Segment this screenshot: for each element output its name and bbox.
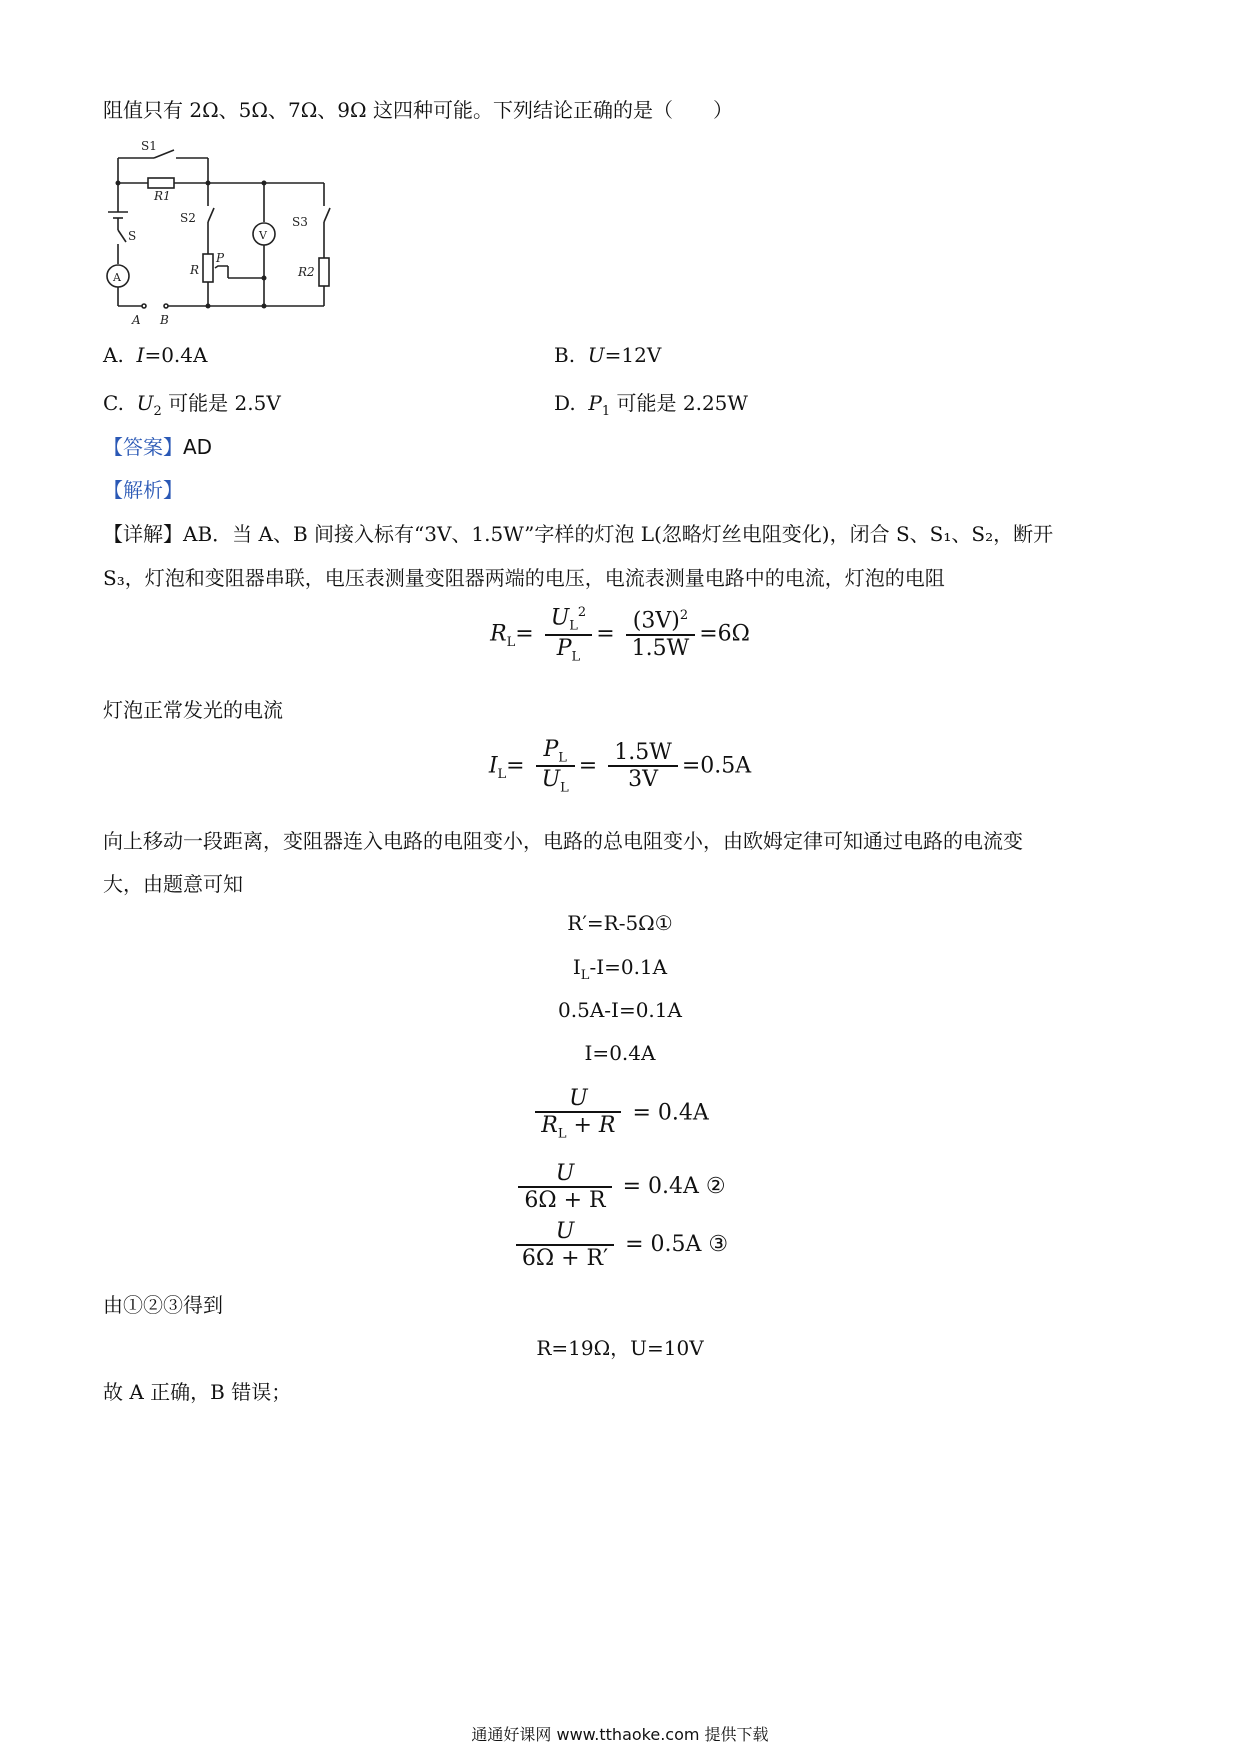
label-terminal-a: A bbox=[132, 313, 141, 327]
label-s3: S3 bbox=[292, 215, 308, 229]
label-v: V bbox=[259, 229, 267, 242]
answer-line: 【答案】AD bbox=[103, 435, 213, 459]
switch-s2 bbox=[208, 208, 214, 222]
option-c[interactable]: C. $U_2$ 可能是 2.5V bbox=[103, 391, 281, 419]
label-a: A bbox=[113, 271, 121, 284]
label-r: R bbox=[190, 263, 200, 277]
eq-line-3: 0.5A-I=0.1A bbox=[558, 998, 682, 1022]
switch-s bbox=[118, 230, 126, 242]
label-r2: R2 bbox=[298, 265, 315, 279]
resistor-r1 bbox=[148, 178, 174, 188]
label-r1: R1 bbox=[154, 189, 171, 203]
text-move-1: 向上移动一段距离，变阻器连入电路的电阻变小，电路的总电阻变小，由欧姆定律可知通过电路的电流变 bbox=[103, 829, 1023, 853]
conclusion: 故 A 正确，B 错误； bbox=[103, 1380, 292, 1404]
equation-il: $I_L=$ $\frac{P_L}{U_L}$ = $\frac{1.5W}{3V}$ =0.5A bbox=[488, 737, 752, 796]
eq-line-1: R′=R-5Ω① bbox=[567, 911, 673, 935]
label-p: P bbox=[216, 251, 225, 265]
detail-line-1: 【详解】AB．当 A、B 间接入标有“3V、1.5W”字样的灯泡 L(忽略灯丝电阻变化)，闭合 S、S₁、S₂，断开 bbox=[103, 522, 1054, 546]
option-a[interactable]: A. I=0.4A bbox=[103, 343, 208, 367]
resistor-r2 bbox=[319, 258, 329, 286]
label-terminal-b: B bbox=[160, 313, 169, 327]
text-move-2: 大，由题意可知 bbox=[103, 872, 243, 896]
analysis-label: 【解析】 bbox=[103, 478, 183, 502]
page-footer[interactable]: 通通好课网 www.tthaoke.com 提供下载 bbox=[471, 1725, 769, 1744]
option-d[interactable]: D. $P_1$ 可能是 2.25W bbox=[554, 391, 748, 419]
switch-s1 bbox=[154, 150, 174, 158]
eq-line-2: $I_L-I=0.1A$ bbox=[572, 955, 668, 983]
detail-line-2: S₃，灯泡和变阻器串联，电压表测量变阻器两端的电压，电流表测量电路中的电流，灯泡的电阻 bbox=[103, 566, 945, 590]
result-line: R=19Ω，U=10V bbox=[536, 1336, 704, 1360]
text-bulb-current: 灯泡正常发光的电流 bbox=[103, 698, 283, 722]
label-s: S bbox=[128, 229, 137, 243]
slider-p bbox=[215, 266, 228, 268]
frac-equation-2: $\frac{U}{6\Omega + R}$ = 0.4A ② bbox=[0, 1161, 1240, 1213]
equation-rl: $R_L=$ $\frac{U_L^2}{P_L}$ = $\frac{(3V)^2}{1.5W}$ =6Ω bbox=[490, 605, 750, 665]
switch-s3 bbox=[324, 208, 330, 222]
frac-equation-3: $\frac{U}{6\Omega + R'}$ = 0.5A ③ bbox=[0, 1219, 1240, 1271]
question-text: 阻值只有 2Ω、5Ω、7Ω、9Ω 这四种可能。下列结论正确的是（ ） bbox=[103, 98, 733, 122]
label-s2: S2 bbox=[180, 211, 196, 225]
circuit-diagram bbox=[96, 136, 366, 336]
rheostat-r bbox=[203, 254, 213, 282]
eq-line-4: I=0.4A bbox=[584, 1041, 656, 1065]
text-from: 由①②③得到 bbox=[103, 1293, 223, 1317]
option-b[interactable]: B. U=12V bbox=[554, 343, 662, 367]
label-s1: S1 bbox=[141, 139, 157, 153]
frac-equation-1: $\frac{U}{R_L + R}$ = 0.4A bbox=[0, 1086, 1240, 1141]
